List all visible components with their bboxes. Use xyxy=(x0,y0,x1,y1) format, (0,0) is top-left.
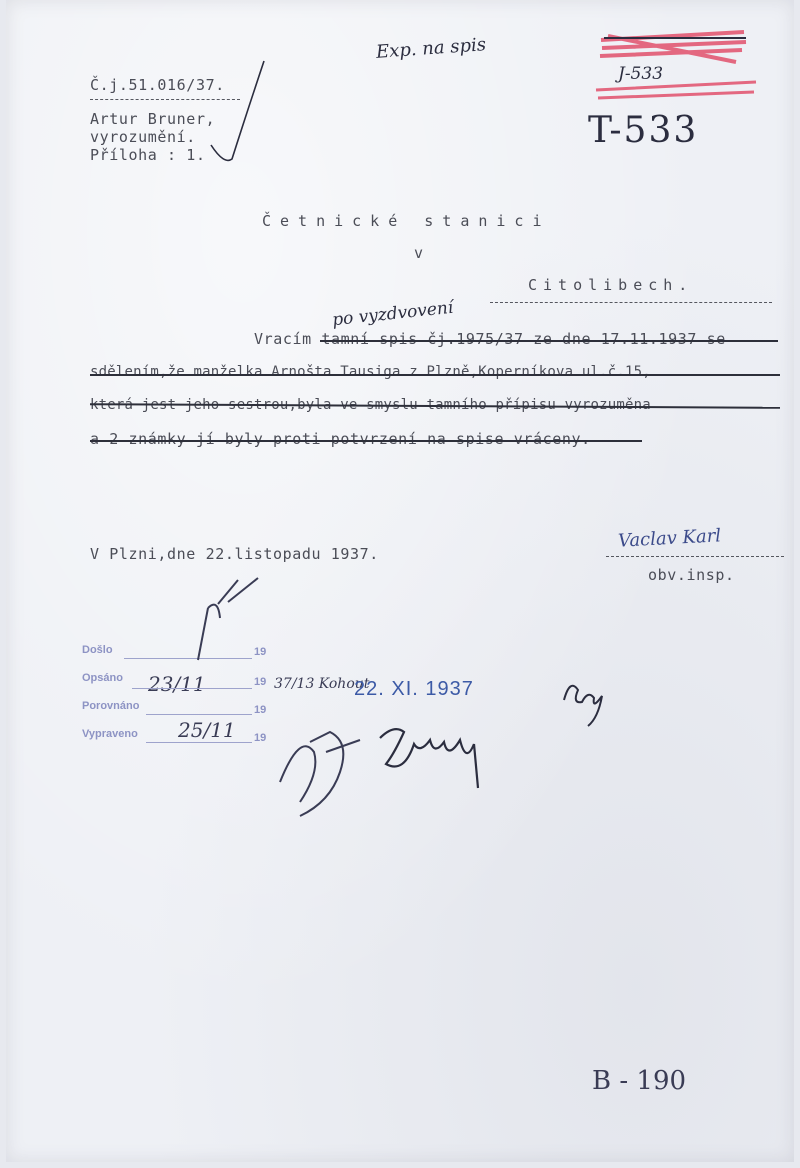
handwritten-insertion: po vyzdvovení xyxy=(331,297,455,331)
signature-line xyxy=(606,556,784,557)
bottom-archive-mark: B - 190 xyxy=(592,1066,687,1096)
stamp-line xyxy=(146,714,252,715)
stamp-year: 19 xyxy=(254,646,267,658)
stamp-year: 19 xyxy=(254,704,267,716)
address-line-3: Citolibech. xyxy=(528,276,694,294)
initials-mark xyxy=(558,670,618,730)
file-mark: T-533 xyxy=(588,110,699,151)
body-line-2: sdělením,že manželka Arnošta Tausiga z Plzně,Koperníkova ul.č.15, xyxy=(90,364,651,380)
stamp-entry-copied: 23/11 xyxy=(148,672,206,696)
body-line-4: a 2 známky jí byly proti potvrzení na spise vráceny. xyxy=(90,430,591,448)
strike-line-4 xyxy=(90,440,642,442)
body-line-3: která jest jeho sestrou,byla ve smyslu tamního přípisu vyrozuměna xyxy=(90,397,651,413)
stamp-label-copied: Opsáno xyxy=(82,672,123,684)
handwritten-note-top: Exp. na spis xyxy=(375,34,487,63)
reference-number: Č.j.51.016/37. xyxy=(90,76,225,94)
inspector-signature: Vaclav Karl xyxy=(617,525,722,552)
check-mark-icon xyxy=(206,55,266,175)
inspector-title: obv.insp. xyxy=(648,566,735,584)
strike-line-1 xyxy=(320,340,778,342)
stamp-signature-scribble xyxy=(178,578,278,658)
document-page xyxy=(6,0,794,1162)
stamp-year: 19 xyxy=(254,732,267,744)
date-stamp: 22. XI. 1937 xyxy=(354,678,474,700)
subject-line-2: vyrozumění. xyxy=(90,128,196,146)
stamp-line xyxy=(132,688,252,689)
stamp-year: 19 xyxy=(254,676,267,688)
clerk-signature xyxy=(270,712,380,822)
stamp-label-compared: Porovnáno xyxy=(82,700,140,712)
date-line: V Plzni,dne 22.listopadu 1937. xyxy=(90,545,379,563)
stamp-label-received: Došlo xyxy=(82,644,113,656)
stamp-line xyxy=(146,742,252,743)
stamp-label-dispatched: Vypraveno xyxy=(82,728,138,740)
crossed-file-mark: J-533 xyxy=(618,64,664,84)
stamp-year-note: 37/13 Kohout xyxy=(274,676,370,692)
subject-line-3: Příloha : 1. xyxy=(90,146,206,164)
subject-line-1: Artur Bruner, xyxy=(90,110,216,128)
address-underline xyxy=(490,302,772,303)
stamp-line xyxy=(124,658,252,659)
strike-line-2 xyxy=(90,374,780,376)
body-line-1: Vracím tamní spis čj.1975/37 ze dne 17.11.1937 se xyxy=(254,330,726,348)
address-line-1: Četnické stanici xyxy=(262,212,551,230)
stamp-entry-dispatched: 25/11 xyxy=(178,718,236,742)
address-line-2: v xyxy=(414,244,424,262)
officer-signature xyxy=(374,704,494,794)
